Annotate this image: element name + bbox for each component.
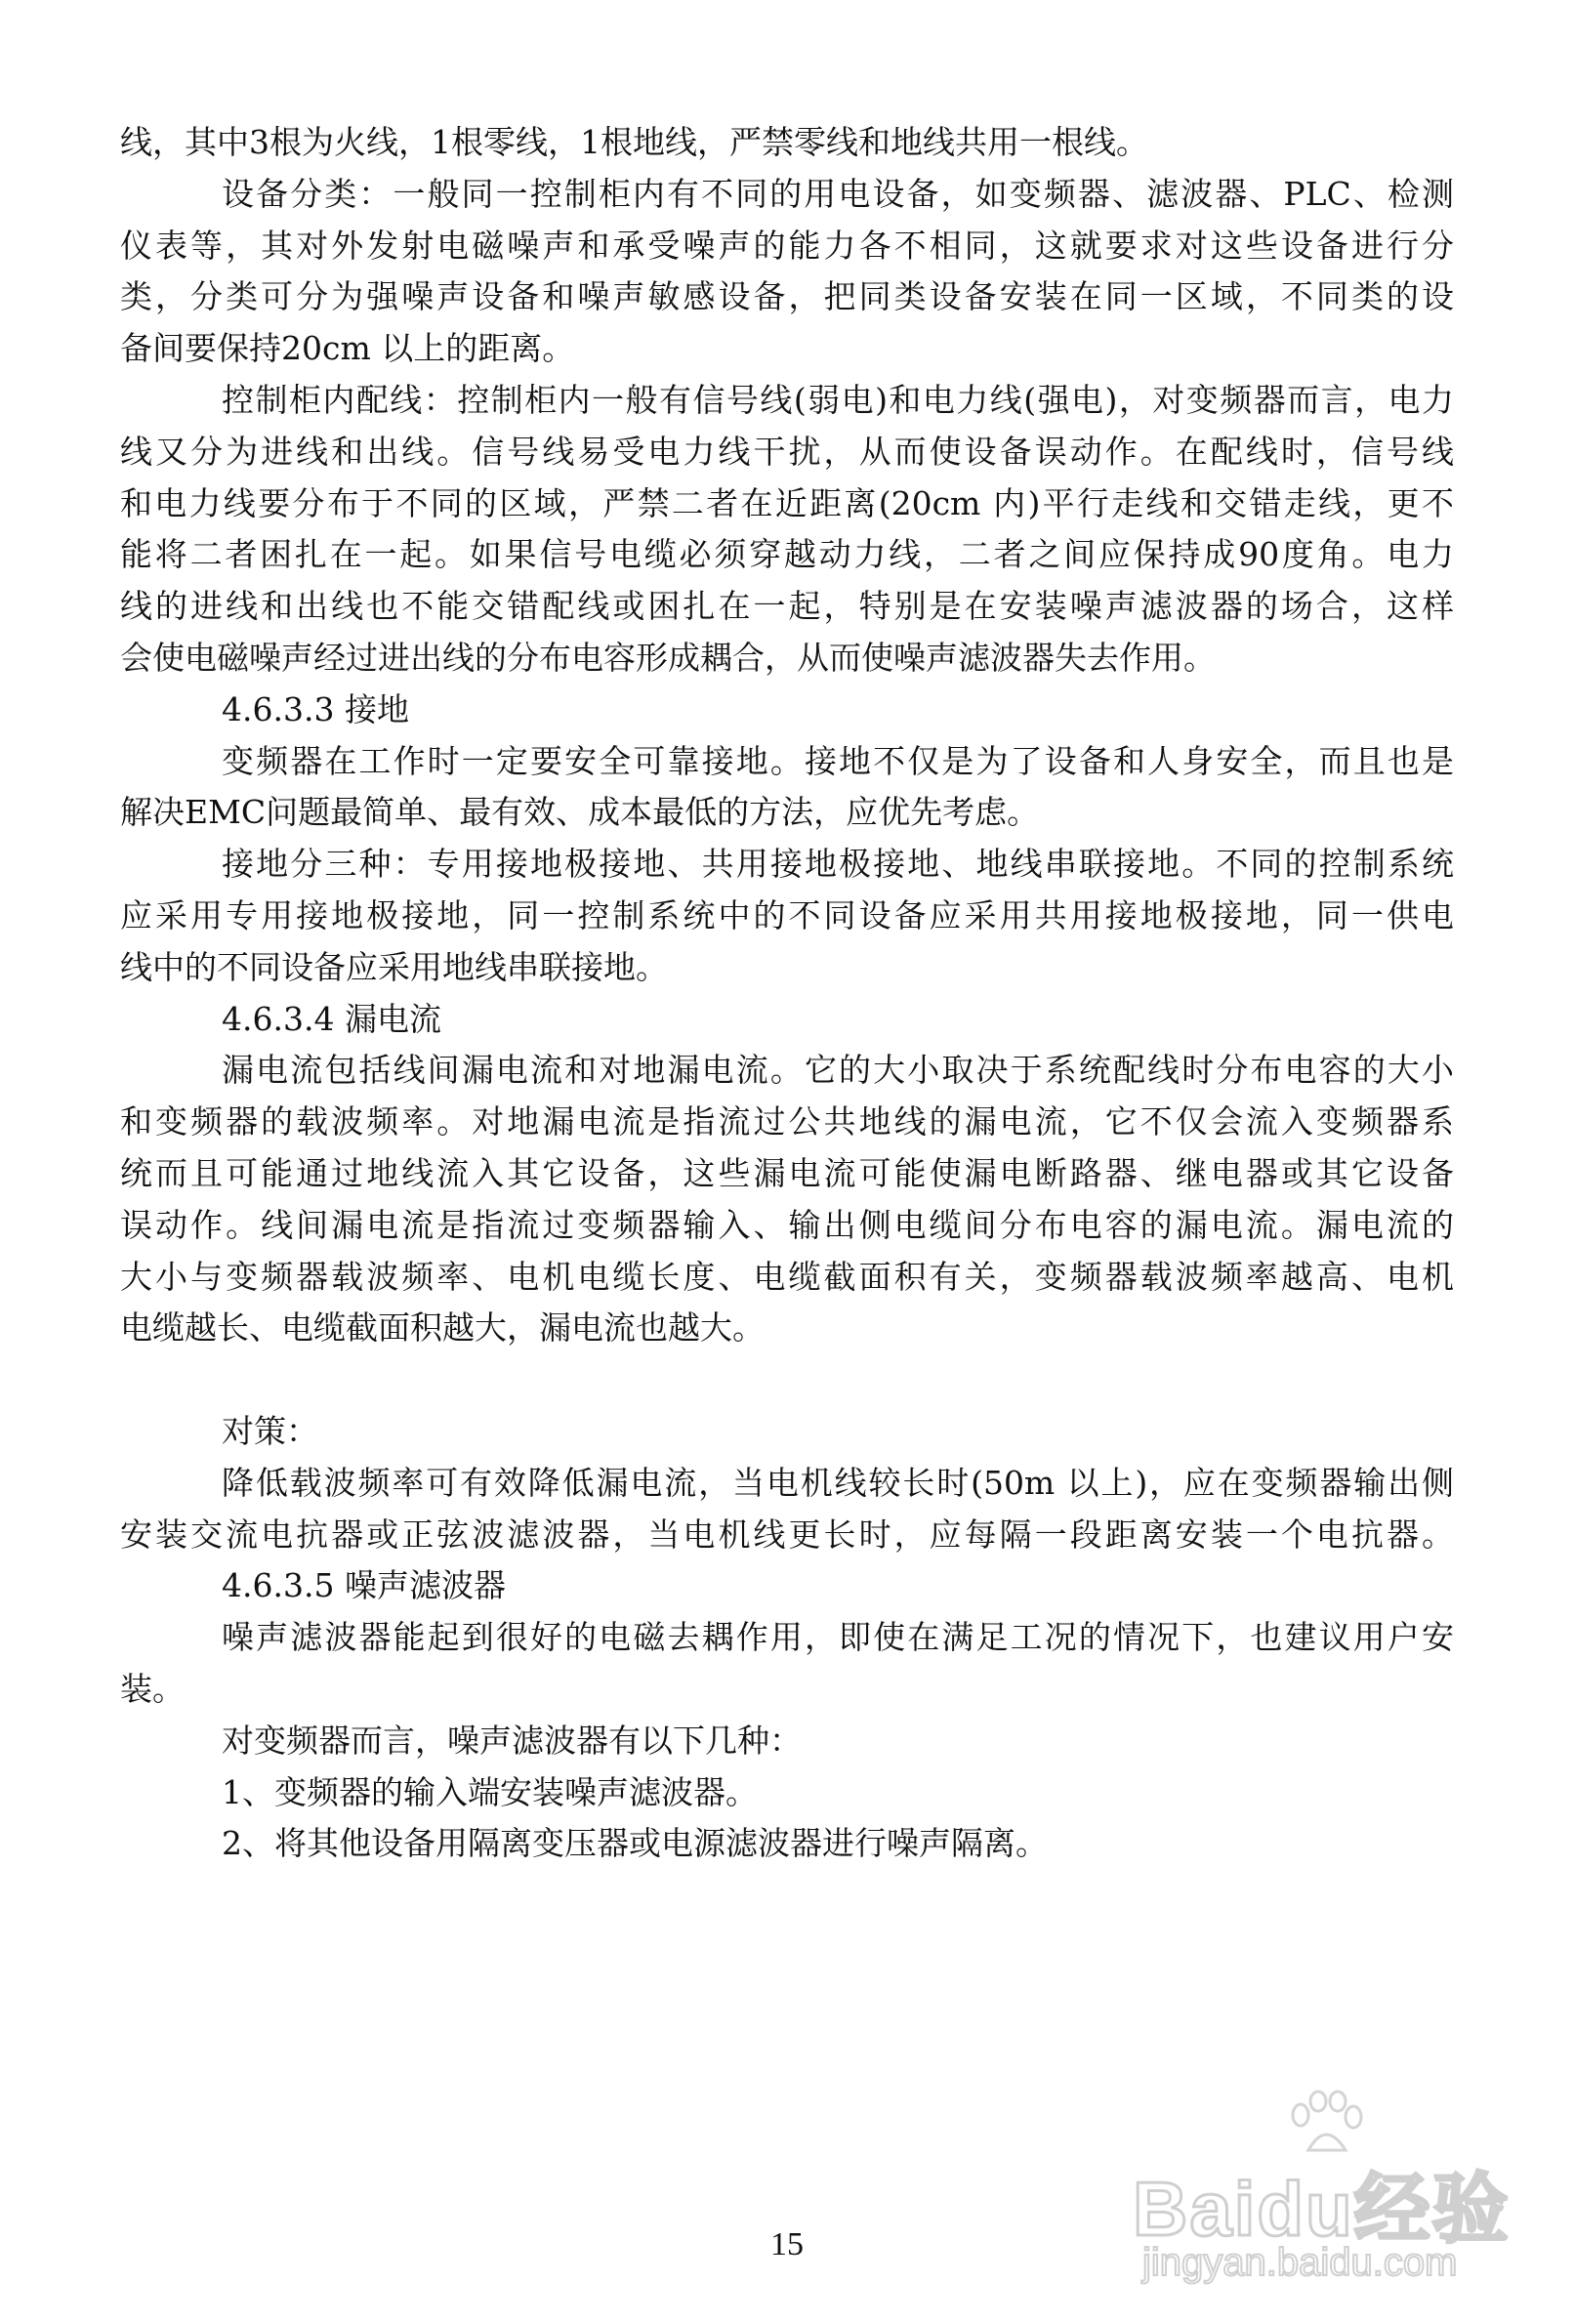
paragraph-line: 漏电流包括线间漏电流和对地漏电流。它的大小取决于系统配线时分布电容的大小 [222, 1051, 1454, 1090]
paragraph-line: 降低载波频率可有效降低漏电流，当电机线较长时(50m 以上)，应在变频器输出侧 [222, 1463, 1454, 1502]
paragraph-line: 控制柜内配线：控制柜内一般有信号线(弱电)和电力线(强电)，对变频器而言，电力 [222, 380, 1454, 419]
paragraph-line: 大小与变频器载波频率、电机电缆长度、电缆截面积有关，变频器载波频率越高、电机 [120, 1257, 1454, 1296]
paragraph-line: 能将二者困扎在一起。如果信号电缆必须穿越动力线，二者之间应保持成90度角。电力 [120, 535, 1454, 574]
paragraph-line: 线的进线和出线也不能交错配线或困扎在一起，特别是在安装噪声滤波器的场合，这样 [120, 587, 1454, 626]
paragraph-line: 统而且可能通过地线流入其它设备，这些漏电流可能使漏电断路器、继电器或其它设备 [120, 1153, 1454, 1192]
paragraph-line: 解决EMC问题最简单、最有效、成本最低的方法，应优先考虑。 [120, 793, 1040, 832]
paragraph-line: 仪表等，其对外发射电磁噪声和承受噪声的能力各不相同，这就要求对这些设备进行分 [120, 226, 1454, 265]
list-item: 1、变频器的输入端安装噪声滤波器。 [222, 1772, 758, 1811]
paragraph-line: 噪声滤波器能起到很好的电磁去耦作用，即使在满足工况的情况下，也建议用户安 [222, 1618, 1454, 1657]
baidu-jingyan-watermark [1133, 2090, 1523, 2295]
paragraph-line: 变频器在工作时一定要安全可靠接地。接地不仅是为了设备和人身安全，而且也是 [222, 741, 1454, 780]
paragraph-line: 误动作。线间漏电流是指流过变频器输入、输出侧电缆间分布电容的漏电流。漏电流的 [120, 1205, 1454, 1244]
paragraph-line: 和变频器的载波频率。对地漏电流是指流过公共地线的漏电流，它不仅会流入变频器系 [120, 1102, 1454, 1141]
section-heading: 4.6.3.5 噪声滤波器 [222, 1566, 506, 1605]
paragraph-line: 线，其中3根为火线，1根零线，1根地线，严禁零线和地线共用一根线。 [120, 123, 1148, 161]
watermark-url: jingyan.baidu.com [1142, 2241, 1458, 2284]
paragraph-line: 接地分三种：专用接地极接地、共用接地极接地、地线串联接地。不同的控制系统 [222, 845, 1454, 884]
paragraph-line: 对变频器而言，噪声滤波器有以下几种： [222, 1721, 802, 1760]
paragraph-line: 线又分为进线和出线。信号线易受电力线干扰，从而使设备误动作。在配线时，信号线 [120, 432, 1454, 471]
list-item: 2、将其他设备用隔离变压器或电源滤波器进行噪声隔离。 [222, 1824, 1048, 1863]
document-body [120, 117, 1454, 1870]
page-number: 15 [770, 2226, 804, 2262]
section-heading: 4.6.3.3 接地 [222, 689, 409, 728]
section-heading: 4.6.3.4 漏电流 [222, 999, 441, 1038]
paragraph-line: 备间要保持20cm 以上的距离。 [120, 329, 575, 368]
paragraph-line: 线中的不同设备应采用地线串联接地。 [120, 947, 668, 986]
paragraph-line: 设备分类：一般同一控制柜内有不同的用电设备，如变频器、滤波器、PLC、检测 [222, 174, 1454, 213]
paragraph-line: 类，分类可分为强噪声设备和噪声敏感设备，把同类设备安装在同一区域，不同类的设 [120, 277, 1454, 316]
paragraph-line: 安装交流电抗器或正弦波滤波器，当电机线更长时，应每隔一段距离安装一个电抗器。 [120, 1515, 1454, 1554]
paragraph-line: 会使电磁噪声经过进出线的分布电容形成耦合，从而使噪声滤波器失去作用。 [120, 638, 1216, 677]
watermark-brand: Baidu经验 [1133, 2166, 1511, 2252]
paragraph-line: 和电力线要分布于不同的区域，严禁二者在近距离(20cm 内)平行走线和交错走线，更不 [120, 483, 1454, 522]
paragraph-line: 装。 [120, 1669, 185, 1708]
paragraph-line: 对策： [222, 1411, 318, 1450]
paragraph-line: 电缆越长、电缆截面积越大，漏电流也越大。 [120, 1308, 765, 1348]
paragraph-line: 应采用专用接地极接地，同一控制系统中的不同设备应采用共用接地极接地，同一供电 [120, 895, 1454, 934]
blank-line [120, 1354, 1454, 1406]
